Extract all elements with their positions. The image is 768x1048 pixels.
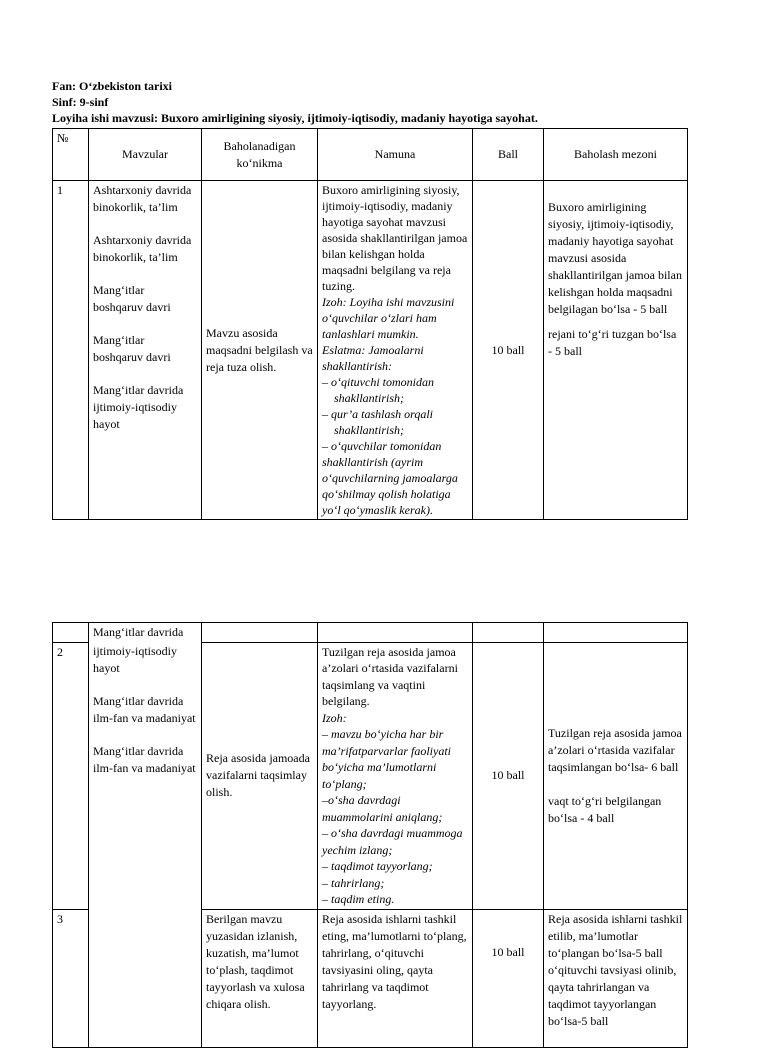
criteria-item: vaqt to‘g‘ri belgilangan bo‘lsa - 4 ball — [548, 793, 662, 825]
header-sample: Namuna — [318, 129, 473, 181]
sample-item: – taqdimot tayyorlang; — [322, 859, 433, 873]
sample-item: – tahrirlang; — [322, 875, 385, 890]
sample-item: – taqdim eting. — [322, 892, 395, 906]
sample-note: Izoh: Loyiha ishi mavzusini o‘quvchilar o‘zlari ham tanlashlari mumkin. — [322, 295, 455, 341]
grade-line: Sinf: 9-sinf — [52, 95, 109, 109]
topic-item: Ashtarxoniy davrida binokorlik, ta’lim — [93, 233, 192, 264]
header-topics: Mavzular — [89, 129, 202, 181]
topics-cell — [89, 181, 202, 520]
table-row — [53, 623, 688, 643]
project-topic-line: Loyiha ishi mavzusi: Buxoro amirligining siyosiy, ijtimoiy-iqtisodiy, madaniy hayotiga sayohat. — [52, 111, 538, 125]
table-header-row — [53, 129, 688, 181]
row-number: 3 — [53, 909, 89, 1047]
criteria-cell — [544, 181, 688, 520]
skill-cell: Mavzu asosida maqsadni belgilash va reja tuza olish. — [202, 181, 318, 520]
criteria-item: Buxoro amirligining siyosiy, ijtimoiy-iqtisodiy, madaniy hayotiga sayohat mavzusi asosida shakllantirilgan jamoa bilan kelishgan holda maqsadni belgilagan bo‘lsa - 5 ball — [548, 200, 682, 316]
sample-item: – o‘sha davrdagi muammoga yechim izlang; — [322, 826, 463, 857]
criteria-item: o‘qituvchi tavsiyasi olinib, qayta tahrirlangan va taqdimot tayyorlangan bo‘lsa-5 ball — [548, 962, 677, 1028]
sample-item: – o‘quvchilar tomonidan shakllantirish (ayrim o‘quvchilarning jamoalarga qo‘shilmay qolish holatiga yo‘l qo‘ymaslik kerak). — [322, 439, 458, 517]
topic-item: Mang‘itlar davrida — [89, 623, 202, 643]
sample-main: Buxoro amirligining siyosiy, ijtimoiy-iqtisodiy, madaniy hayotiga sayohat mavzusi asosida shakllantirilgan jamoa bilan kelishgan holda maqsadni belgilang va reja tuzing. — [322, 183, 468, 293]
topics-cell — [89, 642, 202, 1047]
topic-item: Mang‘itlar boshqaruv davri — [93, 283, 171, 314]
criteria-cell — [544, 642, 688, 909]
sample-main: Tuzilgan reja asosida jamoa a’zolari o‘rtasida vazifalarni taqsimlang va vaqtini belgilang. — [322, 644, 458, 708]
topic-item: Mang‘itlar davrida ilm-fan va madaniyat — [93, 744, 196, 775]
header-skill: Baholanadigan ko‘nikma — [202, 129, 318, 181]
criteria-item: rejani to‘g‘ri tuzgan bo‘lsa - 5 ball — [548, 327, 677, 358]
sample-item: – mavzu bo‘yicha har bir ma’rifatparvarlar faoliyati bo‘yicha ma’lumotlarni to‘plang; — [322, 727, 451, 791]
criteria-item: Reja asosida ishlarni tashkil etilib, ma’lumotlar to‘plangan bo‘lsa-5 ball — [548, 911, 683, 960]
assessment-table-1 — [52, 128, 688, 520]
criteria-item: Tuzilgan reja asosida jamoa a’zolari o‘rtasida vazifalar taqsimlangan bo‘lsa- 6 ball — [548, 725, 682, 774]
subject-line: Fan: O‘zbekiston tarixi — [52, 79, 172, 93]
sample-cell — [318, 642, 473, 909]
topic-item: Mang‘itlar boshqaruv davri — [93, 333, 171, 364]
topic-item: Mang‘itlar davrida ilm-fan va madaniyat — [93, 694, 196, 725]
sample-item: shakllantirish; — [334, 391, 405, 405]
sample-cell: Reja asosida ishlarni tashkil eting, ma’lumotlarni to‘plang, tahrirlang, o‘qituvchi tavsiyasini oling, qayta tahrirlang va taqdimot tayyorlang. — [318, 909, 473, 1047]
header-criteria: Baholash mezoni — [544, 129, 688, 181]
row-number: 1 — [53, 181, 89, 520]
skill-cell: Reja asosida jamoada vazifalarni taqsimlay olish. — [202, 642, 318, 909]
table-row — [53, 181, 688, 520]
row-number: 2 — [53, 642, 89, 909]
sample-reminder: Eslatma: Jamoalarni shakllantirish: — [322, 343, 424, 373]
sample-note: Izoh: — [322, 710, 347, 725]
header-score: Ball — [473, 129, 544, 181]
skill-cell: Berilgan mavzu yuzasidan izlanish, kuzatish, ma’lumot to‘plash, taqdimot tayyorlash va xulosa chiqara olish. — [202, 909, 318, 1047]
sample-item: – qur’a tashlash orqali — [322, 407, 434, 421]
table-row — [53, 642, 688, 909]
sample-item: shakllantirish; — [334, 423, 405, 437]
header-number: № — [53, 129, 89, 181]
topic-item: Mang‘itlar davrida ijtimoiy-iqtisodiy hayot — [93, 383, 184, 431]
sample-item: – o‘qituvchi tomonidan — [322, 375, 434, 389]
document-header — [52, 78, 538, 126]
score-cell: 10 ball — [473, 909, 544, 1047]
assessment-table-2 — [52, 622, 688, 1048]
sample-cell — [318, 181, 473, 520]
score-cell: 10 ball — [473, 181, 544, 520]
topic-item: Ashtarxoniy davrida binokorlik, ta’lim — [93, 183, 192, 214]
topic-item: ijtimoiy-iqtisodiy hayot — [93, 644, 178, 675]
sample-item: –o‘sha davrdagi muammolarini aniqlang; — [322, 793, 443, 824]
score-cell: 10 ball — [473, 642, 544, 909]
criteria-cell — [544, 909, 688, 1047]
